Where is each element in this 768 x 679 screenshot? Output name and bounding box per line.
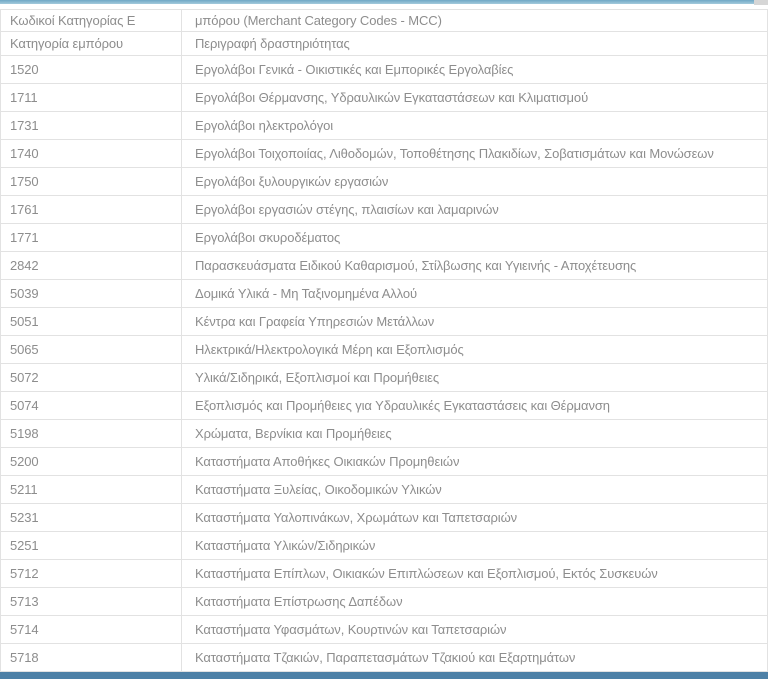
mcc-description-cell: Εργολάβοι σκυροδέματος — [182, 224, 768, 252]
mcc-code-cell: 5714 — [1, 616, 182, 644]
mcc-description-cell: Ηλεκτρικά/Ηλεκτρολογικά Μέρη και Εξοπλισμός — [182, 336, 768, 364]
mcc-description-cell: Εργολάβοι εργασιών στέγης, πλαισίων και λαμαρινών — [182, 196, 768, 224]
table-row — [1, 532, 768, 560]
mcc-code-cell: 5200 — [1, 448, 182, 476]
table-row — [1, 140, 768, 168]
mcc-description-cell: Εργολάβοι Τοιχοποιίας, Λιθοδομών, Τοποθέτησης Πλακιδίων, Σοβατισμάτων και Μονώσεων — [182, 140, 768, 168]
mcc-code-cell: 5713 — [1, 588, 182, 616]
table-header-row — [1, 32, 768, 56]
mcc-code-cell: 5211 — [1, 476, 182, 504]
mcc-code-cell: 5712 — [1, 560, 182, 588]
table-row — [1, 644, 768, 672]
mcc-description-cell: Δομικά Υλικά - Μη Ταξινομημένα Αλλού — [182, 280, 768, 308]
table-row — [1, 588, 768, 616]
table-row — [1, 420, 768, 448]
table-row — [1, 196, 768, 224]
table-row — [1, 476, 768, 504]
mcc-description-cell: Κέντρα και Γραφεία Υπηρεσιών Μετάλλων — [182, 308, 768, 336]
mcc-code-cell: 5051 — [1, 308, 182, 336]
table-row — [1, 504, 768, 532]
mcc-code-cell: 1750 — [1, 168, 182, 196]
mcc-code-cell: 5231 — [1, 504, 182, 532]
table-row — [1, 168, 768, 196]
mcc-description-cell: Υλικά/Σιδηρικά, Εξοπλισμοί και Προμήθειες — [182, 364, 768, 392]
mcc-description-cell: Καταστήματα Υλικών/Σιδηρικών — [182, 532, 768, 560]
mcc-table — [0, 9, 768, 672]
mcc-description-cell: Χρώματα, Βερνίκια και Προμήθειες — [182, 420, 768, 448]
mcc-code-cell: 1771 — [1, 224, 182, 252]
table-row — [1, 336, 768, 364]
mcc-description-cell: Καταστήματα Υφασμάτων, Κουρτινών και Ταπετσαριών — [182, 616, 768, 644]
column-header-activity-description: Περιγραφή δραστηριότητας — [182, 32, 768, 56]
table-title-right: μπόρου (Merchant Category Codes - MCC) — [182, 10, 768, 32]
mcc-code-cell: 5072 — [1, 364, 182, 392]
mcc-description-cell: Καταστήματα Ξυλείας, Οικοδομικών Υλικών — [182, 476, 768, 504]
mcc-code-cell: 1520 — [1, 56, 182, 84]
table-row — [1, 448, 768, 476]
bottom-bar — [0, 672, 768, 679]
mcc-code-cell: 5198 — [1, 420, 182, 448]
mcc-description-cell: Καταστήματα Υαλοπινάκων, Χρωμάτων και Ταπετσαριών — [182, 504, 768, 532]
column-header-merchant-category: Κατηγορία εμπόρου — [1, 32, 182, 56]
table-row — [1, 252, 768, 280]
table-row — [1, 224, 768, 252]
mcc-description-cell: Καταστήματα Επίπλων, Οικιακών Επιπλώσεων και Εξοπλισμού, Εκτός Συσκευών — [182, 560, 768, 588]
mcc-code-cell: 1711 — [1, 84, 182, 112]
mcc-code-cell: 1761 — [1, 196, 182, 224]
mcc-code-cell: 1740 — [1, 140, 182, 168]
mcc-description-cell: Εργολάβοι Γενικά - Οικιστικές και Εμπορικές Εργολαβίες — [182, 56, 768, 84]
mcc-code-cell: 5718 — [1, 644, 182, 672]
mcc-code-cell: 1731 — [1, 112, 182, 140]
mcc-code-cell: 5074 — [1, 392, 182, 420]
mcc-description-cell: Εργολάβοι ηλεκτρολόγοι — [182, 112, 768, 140]
mcc-code-cell: 5039 — [1, 280, 182, 308]
table-row — [1, 308, 768, 336]
mcc-description-cell: Παρασκευάσματα Ειδικού Καθαρισμού, Στίλβωσης και Υγιεινής - Αποχέτευσης — [182, 252, 768, 280]
mcc-description-cell: Καταστήματα Αποθήκες Οικιακών Προμηθειών — [182, 448, 768, 476]
mcc-code-cell: 5251 — [1, 532, 182, 560]
table-row — [1, 560, 768, 588]
mcc-description-cell: Εξοπλισμός και Προμήθειες για Υδραυλικές Εγκαταστάσεις και Θέρμανση — [182, 392, 768, 420]
scrollbar-corner — [754, 0, 768, 5]
mcc-description-cell: Καταστήματα Τζακιών, Παραπετασμάτων Τζακιού και Εξαρτημάτων — [182, 644, 768, 672]
table-title-left: Κωδικοί Κατηγορίας Ε — [1, 10, 182, 32]
mcc-description-cell: Εργολάβοι ξυλουργικών εργασιών — [182, 168, 768, 196]
table-row — [1, 392, 768, 420]
table-row — [1, 84, 768, 112]
mcc-description-cell: Εργολάβοι Θέρμανσης, Υδραυλικών Εγκαταστάσεων και Κλιματισμού — [182, 84, 768, 112]
table-row — [1, 616, 768, 644]
table-body — [1, 56, 768, 672]
table-row — [1, 112, 768, 140]
mcc-description-cell: Καταστήματα Επίστρωσης Δαπέδων — [182, 588, 768, 616]
table-title-row — [1, 10, 768, 32]
table-row — [1, 364, 768, 392]
top-edge-bar — [0, 0, 768, 4]
table-row — [1, 56, 768, 84]
mcc-code-cell: 2842 — [1, 252, 182, 280]
table-row — [1, 280, 768, 308]
mcc-code-cell: 5065 — [1, 336, 182, 364]
